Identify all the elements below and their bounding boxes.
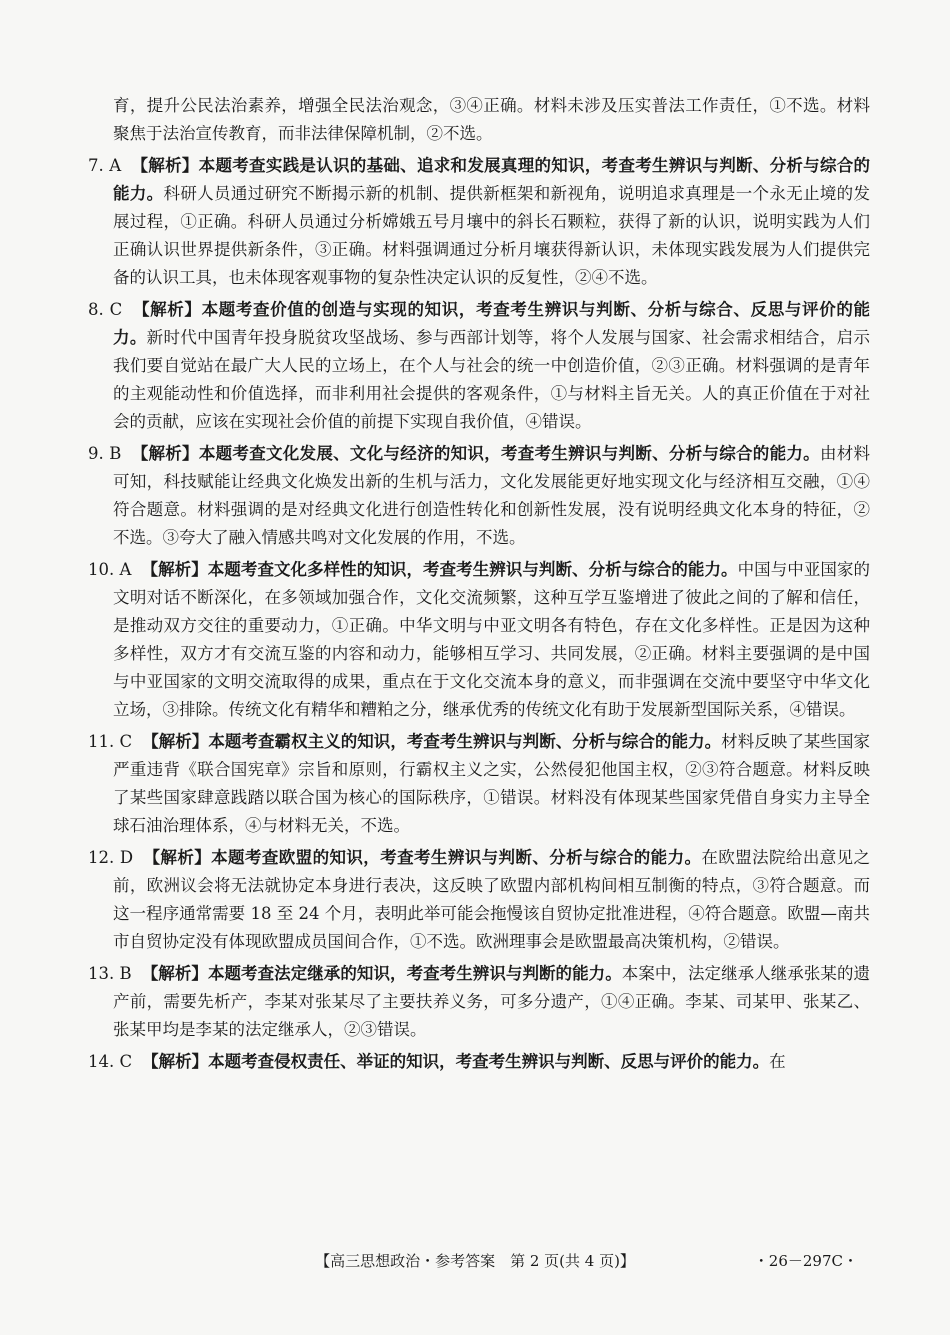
analysis-body: 本案中，法定继承人继承张某的遗产前，需要先析产，李某对张某尽了主要扶养义务，可多分遗产，①④正确。李某、司某甲、张某乙、张某甲均是李某的法定继承人，②③错误。 — [113, 964, 871, 1039]
question-number: 12. D — [88, 848, 134, 867]
question-number: 10. A — [88, 560, 132, 579]
question-number: 11. C — [88, 732, 133, 751]
answer-item-10 — [88, 556, 870, 724]
analysis-body: 中国与中亚国家的文明对话不断深化，在多领域加强合作，文化交流频繁，这种互学互鉴增进了彼此之间的了解和信任，是推动双方交往的重要动力，①正确。中华文明与中亚文明各有特色，存在文化多样性。正是因为这种多样性，双方才有交流互鉴的内容和动力，能够相互学习、共同发展，②正确。材料主要强调的是中国与中亚国家的文明交流取得的成果，重点在于文化交流本身的意义，而非强调在交流中要坚守中华文化立场，③排除。传统文化有精华和糟粕之分，继承优秀的传统文化有助于发展新型国际关系，④错误。 — [113, 560, 871, 719]
analysis-lead: 本题考查欧盟的知识，考查考生辨识与判断、分析与综合的能力。 — [211, 848, 702, 867]
analysis-body: 科研人员通过研究不断揭示新的机制、提供新框架和新视角，说明追求真理是一个永无止境的发展过程，①正确。科研人员通过分析嫦娥五号月壤中的斜长石颗粒，获得了新的认识，说明实践为人们正确认识世界提供新条件，③正确。材料强调通过分析月壤获得新认识，未体现实践发展为人们提供完备的认识工具，也未体现客观事物的复杂性决定认识的反复性，②④不选。 — [113, 184, 871, 287]
analysis-tag: 【解析】 — [142, 1052, 209, 1071]
analysis-lead: 本题考查实践是认识的基础、追求和发展真理的知识，考查考生辨识与判断、分析与综合的能力。 — [113, 156, 871, 203]
analysis-body: 由材料可知，科技赋能让经典文化焕发出新的生机与活力，文化发展能更好地实现文化与经济相互交融，①④符合题意。材料强调的是对经典文化进行创造性转化和创新性发展，没有说明经典文化本身的特征，②不选。③夸大了融入情感共鸣对文化发展的作用，不选。 — [113, 444, 871, 547]
answer-item-9 — [88, 440, 870, 552]
intro-paragraph: 育，提升公民法治素养，增强全民法治观念，③④正确。材料未涉及压实普法工作责任，①不选。材料聚焦于法治宣传教育，而非法律保障机制，②不选。 — [113, 96, 870, 143]
question-number: 9. B — [88, 444, 122, 463]
answer-item-13 — [88, 960, 870, 1044]
analysis-tag: 【解析】 — [131, 156, 199, 175]
question-number: 8. C — [88, 300, 123, 319]
answer-content — [88, 92, 870, 1076]
analysis-body: 材料反映了某些国家严重违背《联合国宪章》宗旨和原则，行霸权主义之实，公然侵犯他国主权，②③符合题意。材料反映了某些国家肆意践踏以联合国为核心的国际秩序，①错误。材料没有体现某些国家凭借自身实力主导全球石油治理体系，④与材料无关，不选。 — [113, 732, 871, 835]
analysis-lead: 本题考查法定继承的知识，考查考生辨识与判断的能力。 — [207, 964, 622, 983]
analysis-lead: 本题考查侵权责任、举证的知识，考查考生辨识与判断、反思与评价的能力。 — [208, 1052, 770, 1071]
analysis-tag: 【解析】 — [141, 560, 208, 579]
question-number: 14. C — [88, 1052, 133, 1071]
analysis-body: 在欧盟法院给出意见之前，欧洲议会将无法就协定本身进行表决，这反映了欧盟内部机构间相互制衡的特点，③符合题意。而这一程序通常需要 18 至 24 个月，表明此举可能会拖慢该自贸协定批准进程，④符合题意。欧盟—南共市自贸协定没有体现欧盟成员国间合作，①不选。欧洲理事会是欧盟最高决策机构，②错误。 — [113, 848, 871, 951]
analysis-tag: 【解析】 — [132, 300, 202, 319]
answer-item-12 — [88, 844, 870, 956]
footer-title: 【高三思想政治・参考答案 第 2 页(共 4 页)】 — [315, 1252, 635, 1270]
analysis-lead: 本题考查价值的创造与实现的知识，考查考生辨识与判断、分析与综合、反思与评价的能力。 — [113, 300, 870, 347]
analysis-tag: 【解析】 — [143, 848, 212, 867]
answer-item-14 — [88, 1048, 870, 1076]
answer-item-7 — [88, 152, 870, 292]
question-number: 7. A — [88, 156, 122, 175]
analysis-body: 在 — [769, 1052, 786, 1071]
analysis-lead: 本题考查霸权主义的知识，考查考生辨识与判断、分析与综合的能力。 — [208, 732, 722, 751]
analysis-body: 新时代中国青年投身脱贫攻坚战场、参与西部计划等，将个人发展与国家、社会需求相结合，启示我们要自觉站在最广大人民的立场上，在个人与社会的统一中创造价值，②③正确。材料强调的是青年的主观能动性和价值选择，而非利用社会提供的客观条件，①与材料主旨无关。人的真正价值在于对社会的贡献，应该在实现社会价值的前提下实现自我价值，④错误。 — [113, 328, 871, 431]
analysis-lead: 本题考查文化发展、文化与经济的知识，考查考生辨识与判断、分析与综合的能力。 — [198, 444, 820, 463]
footer-code: ・26－297C・ — [753, 1252, 858, 1270]
analysis-lead: 本题考查文化多样性的知识，考查考生辨识与判断、分析与综合的能力。 — [207, 560, 738, 579]
question-number: 13. B — [88, 964, 132, 983]
answer-item-11 — [88, 728, 870, 840]
analysis-tag: 【解析】 — [131, 444, 199, 463]
answer-item-8 — [88, 296, 870, 436]
analysis-tag: 【解析】 — [141, 964, 208, 983]
analysis-tag: 【解析】 — [142, 732, 209, 751]
